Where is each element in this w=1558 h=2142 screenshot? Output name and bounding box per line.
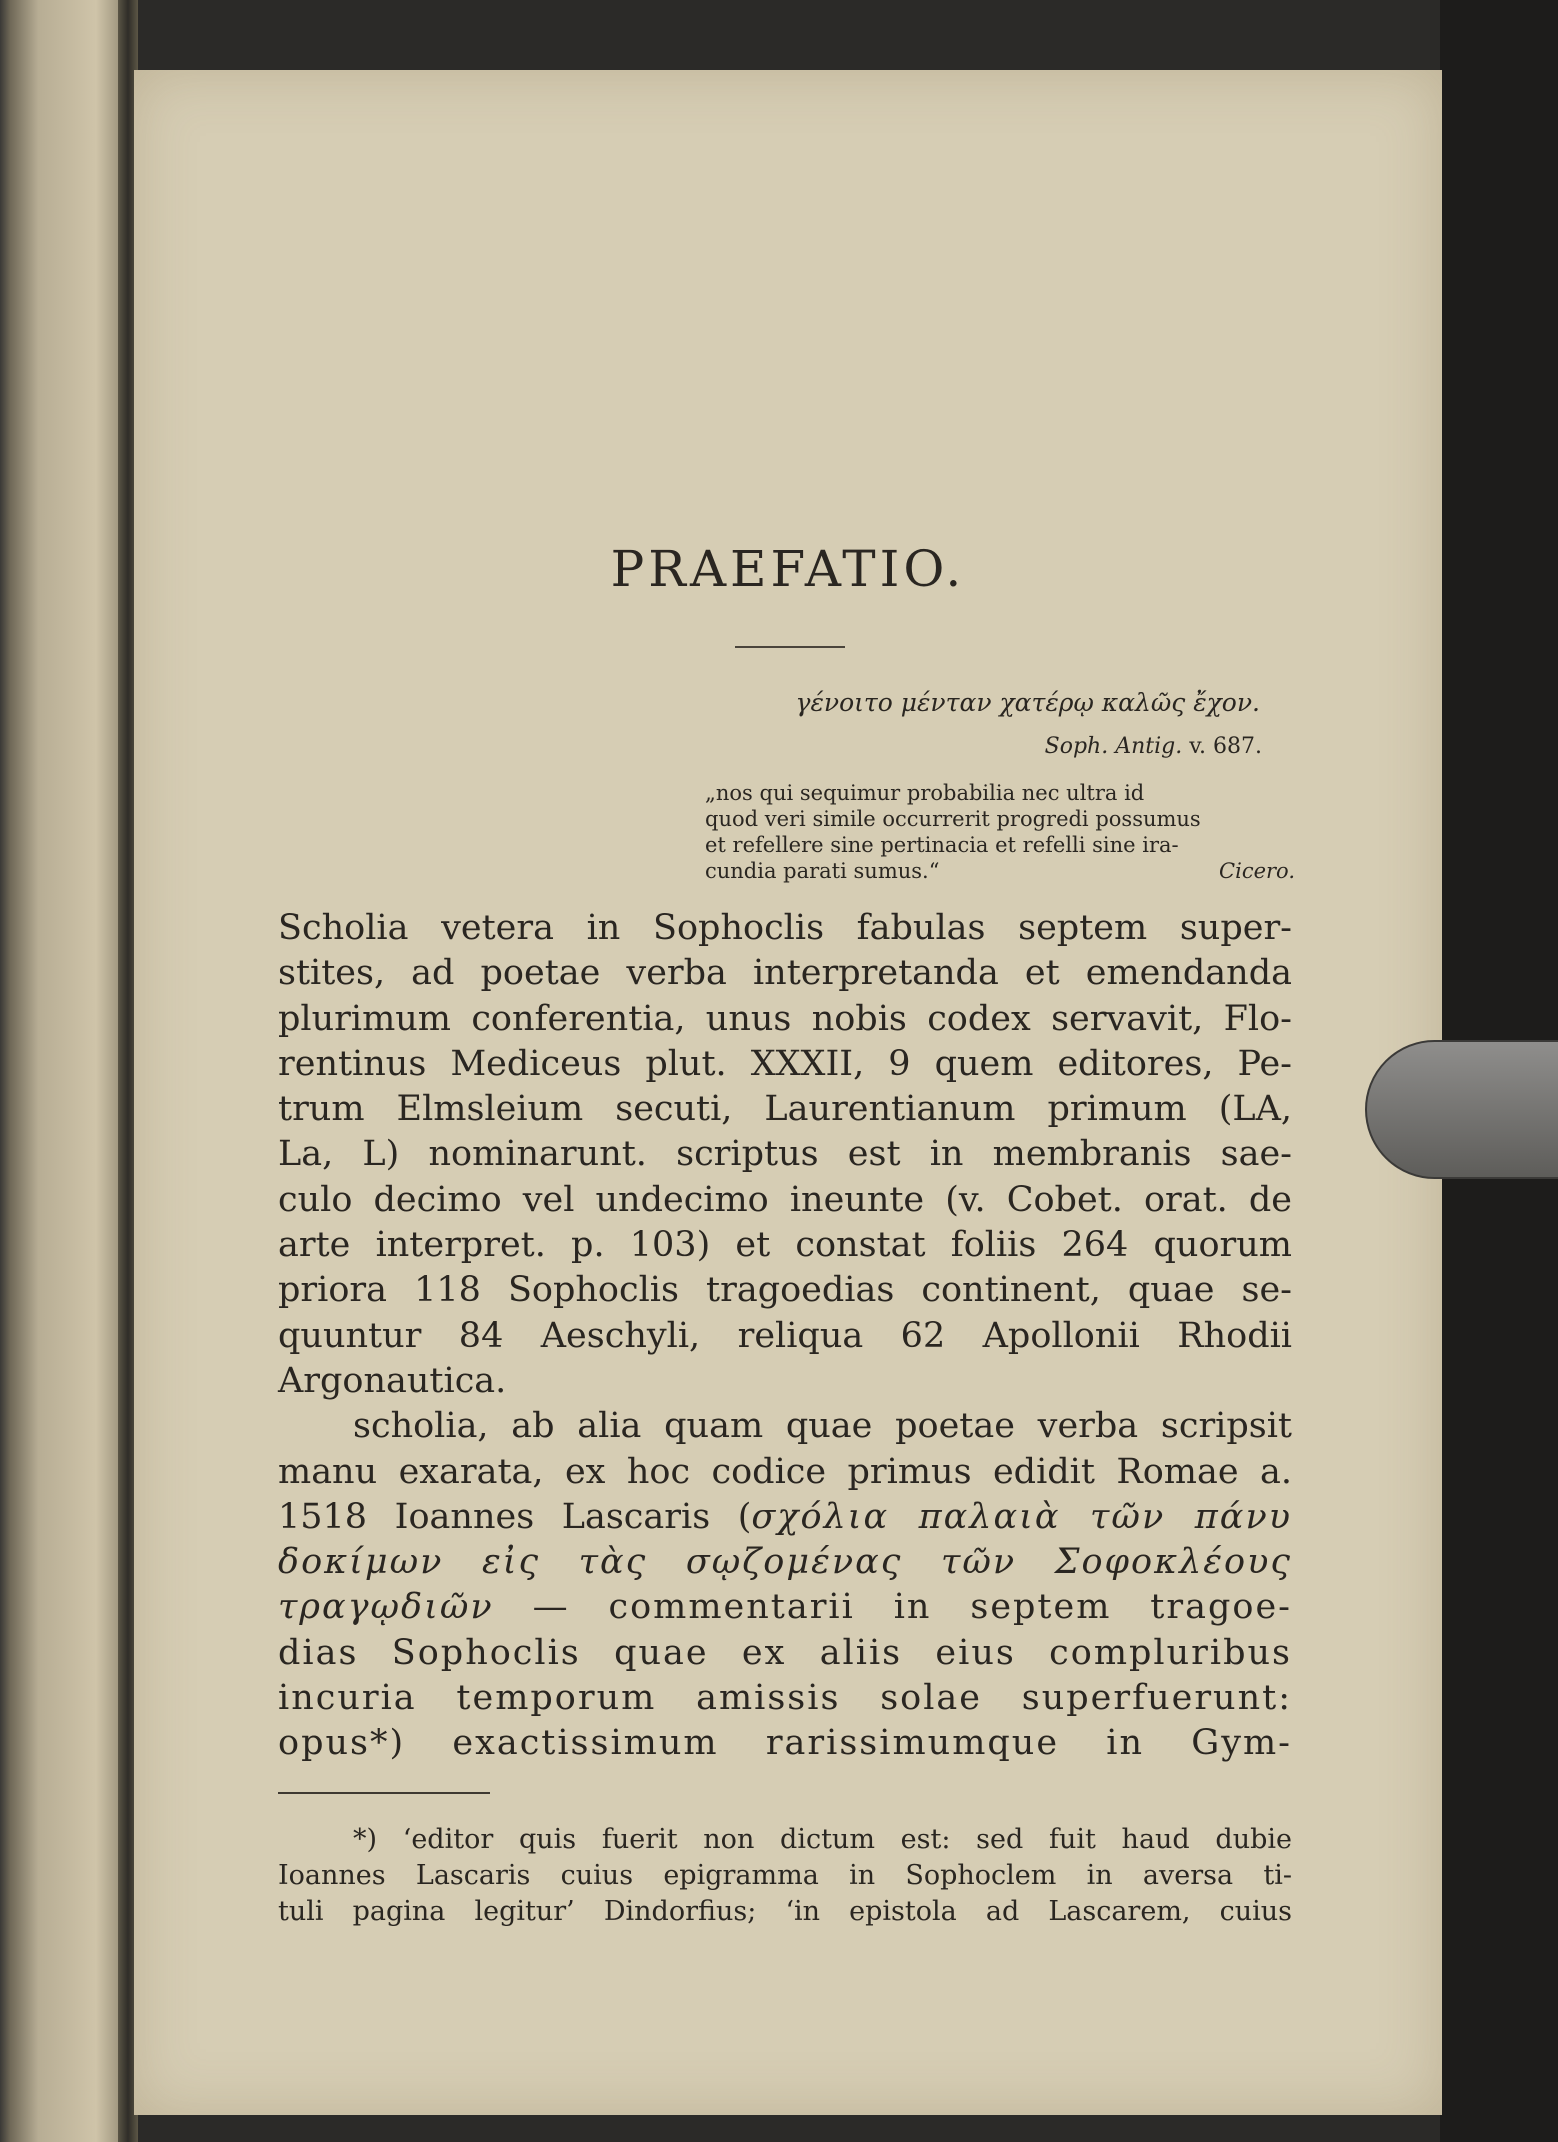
body-line: Argonautica. <box>278 1360 507 1401</box>
body-text <box>278 906 1292 1767</box>
body-line: scholia, ab alia quam quae poetae verba scripsit <box>353 1406 1292 1447</box>
body-segment: 1518 Ioannes Lascaris ( <box>278 1496 752 1537</box>
greek-segment: σχόλια παλαιὰ τῶν πάνυ <box>751 1496 1292 1537</box>
body-line-mixed <box>278 1495 1292 1540</box>
epigraph-source-verse: v. 687. <box>1189 734 1262 759</box>
quote-line: cundia parati sumus.“ <box>705 859 940 883</box>
quote-line: et refellere sine pertinacia et refelli sine ira- <box>705 833 1179 857</box>
page-title: PRAEFATIO. <box>610 540 966 598</box>
epigraph-source <box>720 734 1262 759</box>
body-line: opus*) exactissimum rarissimumque in Gym- <box>278 1723 1292 1764</box>
greek-segment: τραγῳδιῶν <box>278 1587 494 1628</box>
body-line: manu exarata, ex hoc codice primus edidit Romae a. <box>278 1451 1292 1492</box>
epigraph-source-work: Antig. <box>1115 734 1183 759</box>
body-line: incuria temporum amissis solae superfuerunt: <box>278 1678 1292 1719</box>
body-line: trum Elmsleium secuti, Laurentianum primum (LA, <box>278 1089 1292 1130</box>
epigraph-greek: γένοιτο μένταν χατέρῳ καλῶς ἔχον. <box>795 688 1260 717</box>
footnote-divider <box>278 1792 490 1794</box>
quote-line: „nos qui sequimur probabilia nec ultra id <box>705 781 1145 805</box>
body-line-greek: δοκίμων εἰς τὰς σῳζομένας τῶν Σοφοκλέους <box>278 1542 1292 1583</box>
body-line: arte interpret. p. 103) et constat foliis 264 quorum <box>278 1225 1292 1266</box>
facing-page-edge <box>0 0 128 2142</box>
quote-line: quod veri simile occurrerit progredi possumus <box>705 807 1201 831</box>
body-line: quuntur 84 Aeschyli, reliqua 62 Apollonii Rhodii <box>278 1315 1292 1356</box>
body-line: plurimum conferentia, unus nobis codex servavit, Flo- <box>278 998 1292 1039</box>
body-segment: — commentarii in septem tragoe- <box>532 1587 1292 1628</box>
body-line: La, L) nominarunt. scriptus est in membranis sae- <box>278 1134 1292 1175</box>
body-line: stites, ad poetae verba interpretanda et emendanda <box>278 953 1292 994</box>
page-clip-tab <box>1365 1040 1558 1179</box>
footnote-line: tuli pagina legitur’ Dindorfius; ‘in epistola ad Lascarem, cuius <box>278 1896 1292 1927</box>
footnote <box>278 1822 1292 1930</box>
footnote-line: *) ‘editor quis fuerit non dictum est: sed fuit haud dubie <box>353 1824 1292 1855</box>
quote-author: Cicero. <box>1219 859 1295 883</box>
epigraph-source-author: Soph. <box>1044 734 1109 759</box>
body-line: Scholia vetera in Sophoclis fabulas septem super- <box>278 908 1292 948</box>
title-divider <box>735 646 845 648</box>
body-line-mixed <box>278 1585 1292 1630</box>
quote-line-last <box>705 858 1295 884</box>
footnote-line: Ioannes Lascaris cuius epigramma in Sophoclem in aversa ti- <box>278 1860 1292 1891</box>
body-line: rentinus Mediceus plut. XXXII, 9 quem editores, Pe- <box>278 1043 1292 1084</box>
body-line: culo decimo vel undecimo ineunte (v. Cobet. orat. de <box>278 1179 1292 1220</box>
epigraph-quote <box>705 780 1295 884</box>
body-line: dias Sophoclis quae ex aliis eius compluribus <box>278 1632 1292 1673</box>
body-line: priora 118 Sophoclis tragoedias continent, quae se- <box>278 1270 1292 1311</box>
